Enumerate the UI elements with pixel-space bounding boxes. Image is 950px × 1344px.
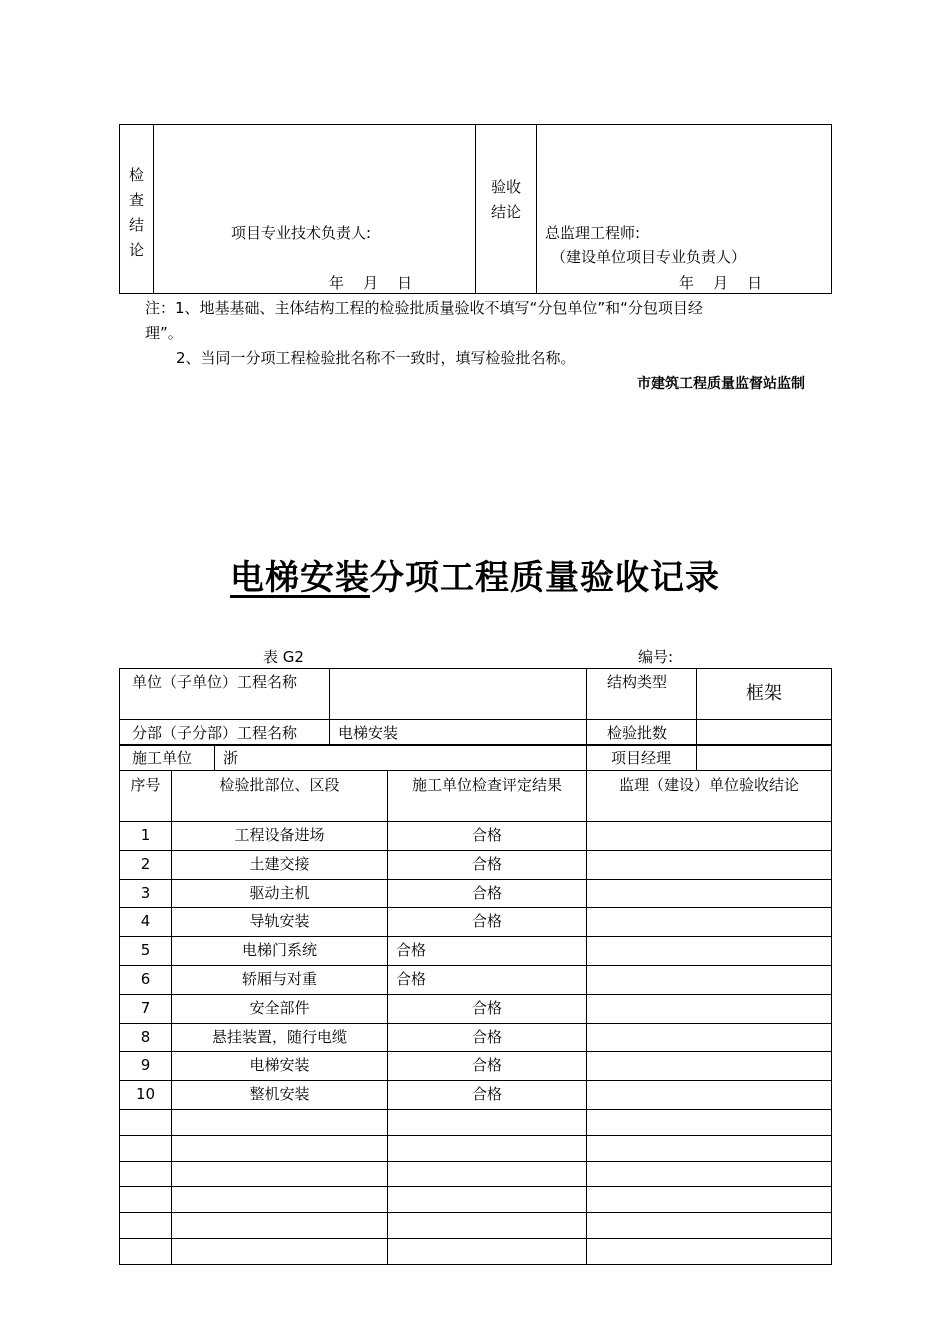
supervisor-label: 总监理工程师: [545, 224, 641, 242]
info-table [119, 668, 832, 746]
row-part[interactable]: 驱动主机 [172, 879, 388, 908]
conclusion-table [119, 124, 832, 294]
empty-cell[interactable] [587, 1135, 832, 1161]
label-char: 检 [128, 166, 144, 184]
batch-count-label: 检验批数 [587, 720, 697, 746]
row-result[interactable]: 合格 [388, 1052, 587, 1081]
manager-value[interactable] [697, 745, 832, 771]
table-row [120, 1081, 832, 1110]
row-part[interactable]: 电梯安装 [172, 1052, 388, 1081]
row-no: 9 [120, 1052, 172, 1081]
row-conclusion[interactable] [587, 1023, 832, 1052]
empty-cell[interactable] [587, 1161, 832, 1187]
empty-cell[interactable] [120, 1135, 172, 1161]
division-label: 分部（子分部）工程名称 [120, 720, 330, 746]
batch-count-value[interactable] [697, 720, 832, 746]
row-no: 7 [120, 994, 172, 1023]
row-no: 3 [120, 879, 172, 908]
row-result[interactable]: 合格 [388, 850, 587, 879]
contractor-value[interactable]: 浙 [215, 745, 587, 771]
empty-cell[interactable] [388, 1213, 587, 1239]
row-conclusion[interactable] [587, 937, 832, 966]
row-part[interactable]: 安全部件 [172, 994, 388, 1023]
row-no: 6 [120, 965, 172, 994]
row-part[interactable]: 轿厢与对重 [172, 965, 388, 994]
header-part: 检验批部位、区段 [172, 771, 388, 822]
empty-cell[interactable] [120, 1238, 172, 1264]
empty-row [120, 1213, 832, 1239]
empty-cell[interactable] [172, 1213, 388, 1239]
row-result[interactable]: 合格 [388, 994, 587, 1023]
acceptance-conclusion-cell[interactable] [537, 125, 832, 294]
check-conclusion-cell[interactable] [154, 125, 476, 294]
table-row [120, 994, 832, 1023]
empty-cell[interactable] [587, 1238, 832, 1264]
empty-cell[interactable] [388, 1135, 587, 1161]
empty-row [120, 1161, 832, 1187]
unit-project-value[interactable] [330, 669, 587, 720]
title-rest: 分项工程质量验收记录 [370, 558, 720, 598]
table-row [120, 1023, 832, 1052]
row-part[interactable]: 工程设备进场 [172, 822, 388, 851]
row-result[interactable]: 合格 [388, 965, 587, 994]
row-result[interactable]: 合格 [388, 822, 587, 851]
table-number: 表 G2 [263, 648, 304, 666]
row-result[interactable]: 合格 [388, 879, 587, 908]
inspection-list-table [119, 770, 832, 1265]
note-line-1b: 理”。 [145, 324, 183, 342]
empty-cell[interactable] [120, 1187, 172, 1213]
row-no: 10 [120, 1081, 172, 1110]
empty-cell[interactable] [120, 1109, 172, 1135]
row-conclusion[interactable] [587, 965, 832, 994]
empty-row [120, 1135, 832, 1161]
table-row [120, 937, 832, 966]
row-conclusion[interactable] [587, 1052, 832, 1081]
title-underlined: 电梯安装 [230, 558, 370, 598]
contractor-label: 施工单位 [120, 745, 215, 771]
unit-project-label: 单位（子单位）工程名称 [120, 669, 330, 720]
row-result[interactable]: 合格 [388, 908, 587, 937]
empty-cell[interactable] [120, 1213, 172, 1239]
row-conclusion[interactable] [587, 994, 832, 1023]
serial-label: 编号: [638, 648, 674, 666]
row-conclusion[interactable] [587, 879, 832, 908]
header-no: 序号 [120, 771, 172, 822]
empty-row [120, 1238, 832, 1264]
label-char: 结 [128, 216, 144, 234]
table-row [120, 965, 832, 994]
note-line-2: 2、当同一分项工程检验批名称不一致时，填写检验批名称。 [176, 349, 576, 367]
row-part[interactable]: 电梯门系统 [172, 937, 388, 966]
row-result[interactable]: 合格 [388, 937, 587, 966]
row-conclusion[interactable] [587, 908, 832, 937]
date-right: 年 月 日 [679, 274, 763, 292]
label-line: 验收 [490, 178, 521, 196]
empty-cell[interactable] [172, 1109, 388, 1135]
row-conclusion[interactable] [587, 850, 832, 879]
table-row [120, 822, 832, 851]
empty-cell[interactable] [587, 1109, 832, 1135]
row-part[interactable]: 悬挂装置，随行电缆 [172, 1023, 388, 1052]
division-value[interactable]: 电梯安装 [330, 720, 587, 746]
table-row [120, 850, 832, 879]
table-row [120, 1052, 832, 1081]
empty-row [120, 1109, 832, 1135]
contractor-table [119, 744, 832, 771]
acceptance-conclusion-label-cell [476, 125, 537, 294]
row-no: 1 [120, 822, 172, 851]
row-no: 5 [120, 937, 172, 966]
empty-cell[interactable] [172, 1238, 388, 1264]
note-line-1: 注：1、地基基础、主体结构工程的检验批质量验收不填写“分包单位”和“分包项目经 [145, 299, 703, 317]
row-no: 4 [120, 908, 172, 937]
empty-cell[interactable] [172, 1161, 388, 1187]
empty-cell[interactable] [587, 1187, 832, 1213]
structure-type-value[interactable]: 框架 [697, 669, 832, 720]
table-row [120, 879, 832, 908]
label-line: 结论 [490, 203, 521, 221]
row-no: 8 [120, 1023, 172, 1052]
check-conclusion-label-cell [120, 125, 154, 294]
page-title [0, 550, 950, 599]
header-conclusion: 监理（建设）单位验收结论 [587, 771, 832, 822]
header-result: 施工单位检查评定结果 [388, 771, 587, 822]
label-char: 论 [128, 241, 144, 259]
tech-lead-label: 项目专业技术负责人: [231, 224, 372, 242]
supervisor-sub-label: （建设单位项目专业负责人） [551, 248, 747, 266]
row-part[interactable]: 土建交接 [172, 850, 388, 879]
date-left: 年 月 日 [329, 274, 413, 292]
list-header-row [120, 771, 832, 822]
row-part[interactable]: 整机安装 [172, 1081, 388, 1110]
row-result[interactable]: 合格 [388, 1023, 587, 1052]
row-conclusion[interactable] [587, 1081, 832, 1110]
structure-type-label: 结构类型 [587, 669, 697, 720]
empty-row [120, 1187, 832, 1213]
empty-cell[interactable] [388, 1109, 587, 1135]
row-part[interactable]: 导轨安装 [172, 908, 388, 937]
table-row [120, 908, 832, 937]
empty-cell[interactable] [587, 1213, 832, 1239]
row-conclusion[interactable] [587, 822, 832, 851]
empty-cell[interactable] [388, 1187, 587, 1213]
empty-cell[interactable] [388, 1238, 587, 1264]
issuer-text: 市建筑工程质量监督站监制 [637, 376, 805, 392]
row-no: 2 [120, 850, 172, 879]
empty-cell[interactable] [120, 1161, 172, 1187]
label-char: 查 [128, 191, 144, 209]
empty-cell[interactable] [172, 1135, 388, 1161]
manager-label: 项目经理 [587, 745, 697, 771]
row-result[interactable]: 合格 [388, 1081, 587, 1110]
empty-cell[interactable] [388, 1161, 587, 1187]
empty-cell[interactable] [172, 1187, 388, 1213]
